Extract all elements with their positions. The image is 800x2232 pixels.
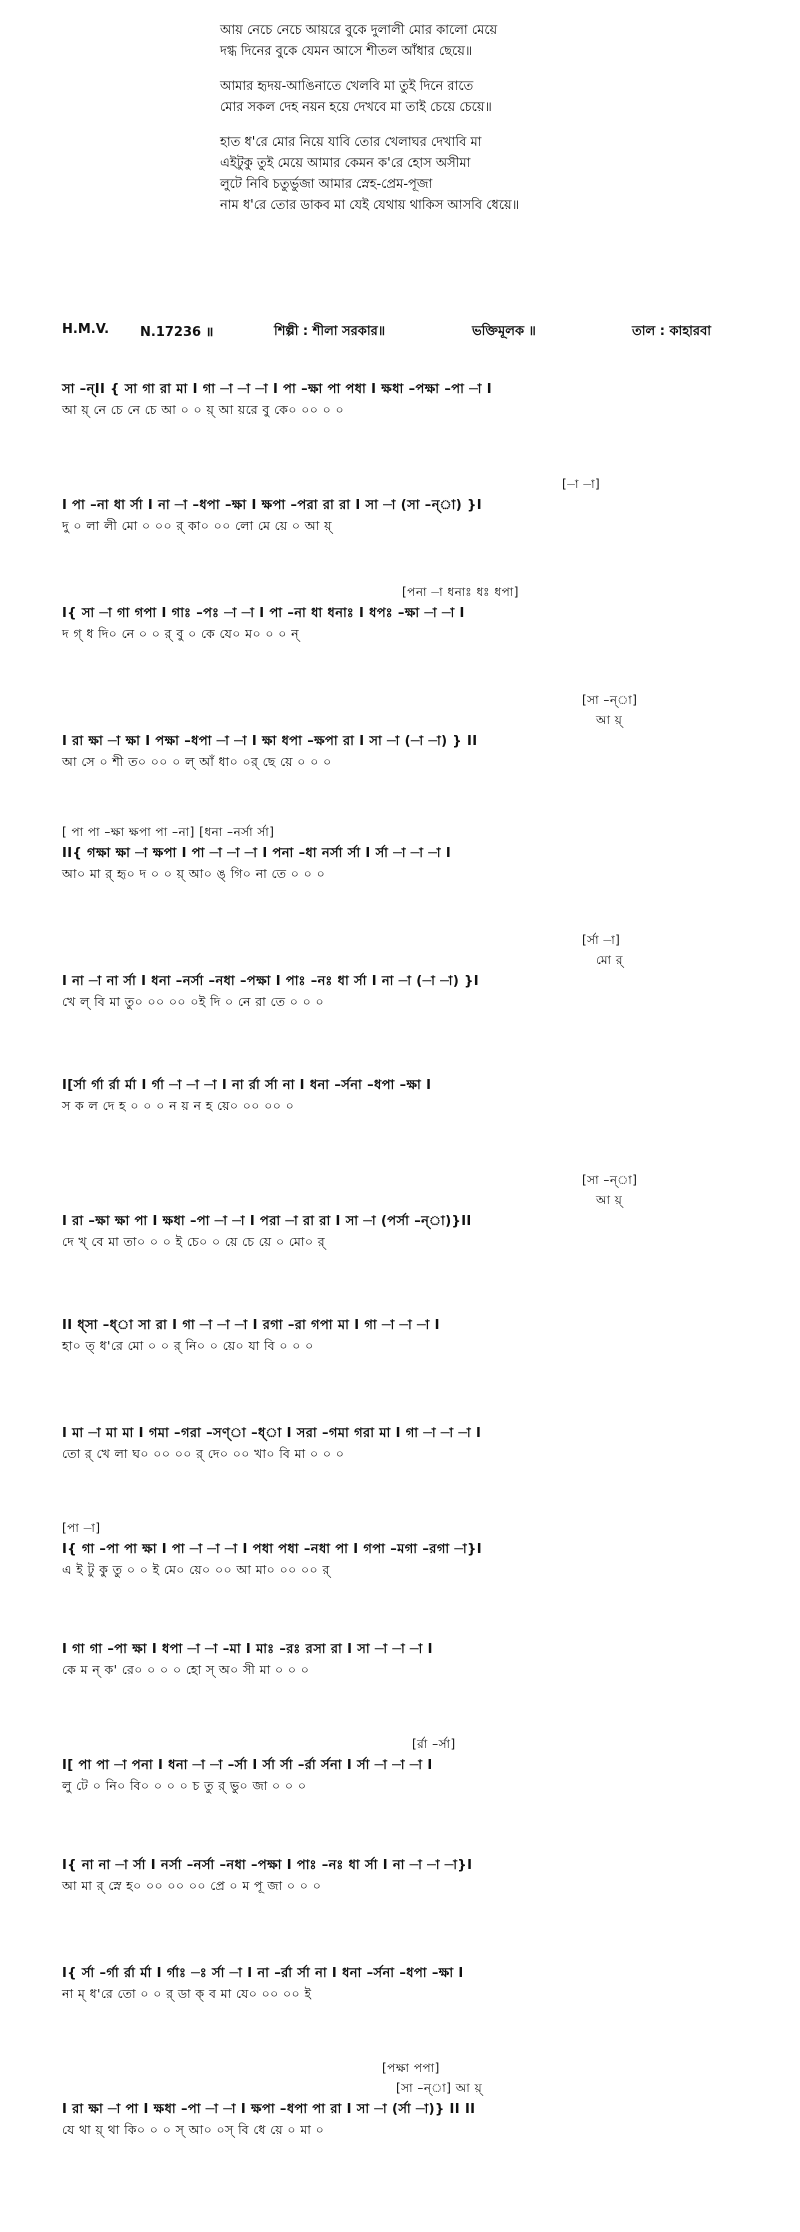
swara-row: I রা –ক্ষা ক্ষা পা I ক্ষধা –পা –া –া I পরা –া রা রা I সা –া (পর্সা –ন্‌া)}II <box>62 1214 472 1229</box>
notation-block <box>62 1304 762 1412</box>
notation-block <box>62 1628 762 1736</box>
record-number: N.17236 ॥ <box>140 325 214 340</box>
alternate-phrase: [সা –ন্‌া] <box>582 1173 638 1187</box>
notation-block <box>62 1412 762 1520</box>
lyric-row: আ সে ০ শী ত০ ০০ ০ ল্‌ আঁ ধা০ ০র্‌ ছে য়ে ০ ০ ০ <box>62 754 332 769</box>
lyrics-line: আমার হৃদয়-আঙিনাতে খেলবি মা তুই দিনে রাতে <box>220 79 474 94</box>
taal-label: তাল : কাহারবা <box>632 324 712 339</box>
lyrics-stanza-2 <box>220 76 740 118</box>
notation-block <box>62 824 762 932</box>
alternate-phrase: [পক্ষা পপা] <box>382 2061 440 2075</box>
lyric-row: লু টে ০ নি০ বি০ ০ ০ ০ চ তু র্‌ ভু০ জা ০ ০ ০ <box>62 1778 307 1793</box>
lyric-row: দু ০ লা লী মো ০ ০০ র্‌ কা০ ০০ লো মে য়ে ০ আ য়্‌ <box>62 518 332 533</box>
notation-block <box>62 476 762 584</box>
lyrics-stanza-3 <box>220 132 740 216</box>
lyric-row: দে খ্‌ বে মা তা০ ০ ০ ই চে০ ০ য়ে চে য়ে ০ মো০ র্‌ <box>62 1234 326 1249</box>
alternate-phrase: [সা –ন্‌া] <box>582 693 638 707</box>
notation-block <box>62 584 762 692</box>
swara-row: I রা ক্ষা –া ক্ষা I পক্ষা –ধপা –া –া I ক্ষা ধপা –ক্ষপা রা I সা –া (–া –া) } II <box>62 734 478 749</box>
swara-row: I[ পা পা –া পনা I ধনা –া –া –র্সা I র্সা র্সা –র্রা র্সনা I র্সা –া –া –া I <box>62 1758 433 1773</box>
lyrics-line: মোর সকল দেহ নয়ন হয়ে দেখবে মা তাই চেয়ে চেয়ে॥ <box>220 100 492 115</box>
swara-row: I পা –না ধা র্সা I না –া –ধপা –ক্ষা I ক্ষপা –পরা রা রা I সা –া (সা –ন্‌া) }I <box>62 498 482 513</box>
swara-row: I না –া না র্সা I ধনা –নর্সা –নধা –পক্ষা I পাঃ –নঃ ধা র্সা I না –া (–া –া) }I <box>62 974 479 989</box>
lyric-row: দ গ্‌ ধ দি০ নে ০ ০ র্‌ বু ০ কে যে০ ম০ ০ ০ ন্‌ <box>62 626 300 641</box>
notation-block <box>62 1064 762 1172</box>
lyric-row: আ য়্‌ নে চে নে চে আ ০ ০ য়্‌ আ য়রে বু কে০ ০০ ০ ০ <box>62 402 345 417</box>
alternate-lyric: আ য়্‌ <box>596 713 623 727</box>
swara-row: I{ সা –া গা গপা I গাঃ –পঃ –া –া I পা –না ধা ধনাঃ I ধপঃ –ক্ষা –া –া I <box>62 606 465 621</box>
lyric-row: স ক ল দে হ ০ ০ ০ ন য় ন হ য়ে০ ০০ ০০ ০ <box>62 1098 295 1113</box>
lyric-row: না ম্‌ ধ'রে তো ০ ০ র্‌ ডা ক্‌ ব মা যে০ ০০ ০০ ই <box>62 1986 312 2001</box>
record-header <box>62 322 762 344</box>
alternate-lyric: মো র্‌ <box>596 953 623 967</box>
alternate-phrase: [ পা পা –ক্ষা ক্ষপা পা –না] [ধনা –নর্সা র্সা] <box>62 825 275 839</box>
lyric-row: আ মা র্‌ স্নে হ০ ০০ ০০ ০০ প্রে ০ ম পূ জা ০ ০ ০ <box>62 1878 322 1893</box>
swaralipi-notation <box>62 368 762 2192</box>
lyric-row: যে থা য়্‌ থা কি০ ০ ০ স্‌ আ০ ০স্‌ বি ধে য়ে ০ মা ০ <box>62 2122 325 2137</box>
label-name: H.M.V. <box>62 322 110 337</box>
alternate-phrase: [–া –া] <box>562 477 601 491</box>
notation-block <box>62 1952 762 2060</box>
swara-row: I[র্সা র্গা র্রা র্মা I র্গা –া –া –া I না র্রা র্সা না I ধনা –র্সনা –ধপা –ক্ষা I <box>62 1078 432 1093</box>
lyric-row: কে ম ন্‌ ক' রে০ ০ ০ ০ হো স্‌ অ০ সী মা ০ ০ ০ <box>62 1662 310 1677</box>
lyrics-line: লুটে নিবি চতুর্ভুজা আমার স্নেহ-প্রেম-পূজা <box>220 177 433 192</box>
lyric-row: খে ল্‌ বি মা তু০ ০০ ০০ ০ই দি ০ নে রা তে ০ ০ ০ <box>62 994 325 1009</box>
notation-block <box>62 1736 762 1844</box>
notation-block <box>62 1844 762 1952</box>
lyric-row: হা০ ত্‌ ধ'রে মো ০ ০ র্‌ নি০ ০ য়ে০ যা বি ০ ০ ০ <box>62 1338 314 1353</box>
song-lyrics <box>220 20 740 230</box>
swara-row: I{ র্সা –র্গা র্রা র্মা I র্গাঃ –ঃ র্সা –া I না –র্রা র্সা না I ধনা –র্সনা –ধপা –ক্ষা I <box>62 1966 464 1981</box>
alternate-lyric: আ য়্‌ <box>596 1193 623 1207</box>
lyric-row: এ ই টু কু তু ০ ০ ই মে০ য়ে০ ০০ আ মা০ ০০ ০০ র্‌ <box>62 1562 330 1577</box>
lyrics-line: হাত ধ'রে মোর নিয়ে যাবি তোর খেলাঘর দেখাবি মা <box>220 135 482 150</box>
notation-block <box>62 368 762 476</box>
lyrics-line: এইটুকু তুই মেয়ে আমার কেমন ক'রে হোস অসীমা <box>220 156 471 171</box>
alternate-phrase: [পা –া] <box>62 1521 101 1535</box>
alternate-phrase: [র্সা –া] <box>582 933 621 947</box>
notation-block <box>62 932 762 1064</box>
notation-block <box>62 2060 762 2192</box>
lyrics-line: দগ্ধ দিনের বুকে যেমন আসে শীতল আঁধার ছেয়ে॥ <box>220 44 473 59</box>
artist-name: শিল্পী : শীলা সরকার॥ <box>274 324 386 339</box>
alternate-lyric: [সা –ন্‌া] আ য়্‌ <box>396 2081 483 2095</box>
alternate-phrase: [পনা –া ধনাঃ ধঃ ধপা] <box>402 585 519 599</box>
lyric-row: তো র্‌ খে লা ঘ০ ০০ ০০ র্‌ দে০ ০০ খা০ বি মা ০ ০ ০ <box>62 1446 345 1461</box>
lyric-row: আ০ মা র্‌ হৃ০ দ ০ ০ য়্‌ আ০ ঙ্‌ গি০ না তে ০ ০ ০ <box>62 866 326 881</box>
swara-row: I গা গা –পা ক্ষা I ধপা –া –া –মা I মাঃ –রঃ রসা রা I সা –া –া –া I <box>62 1642 433 1657</box>
notation-block <box>62 1520 762 1628</box>
alternate-phrase: [র্রা –র্সা] <box>412 1737 456 1751</box>
notation-block <box>62 692 762 824</box>
swara-row: I{ গা –পা পা ক্ষা I পা –া –া –া I পধা পধা –নধা পা I গপা –মগা –রগা –া}I <box>62 1542 482 1557</box>
swara-row: I{ না না –া র্সা I নর্সা –নর্সা –নধা –পক্ষা I পাঃ –নঃ ধা র্সা I না –া –া –া}I <box>62 1858 473 1873</box>
genre-label: ভক্তিমূলক ॥ <box>472 324 536 339</box>
swara-row: II ধ্‌সা –ধ্‌া সা রা I গা –া –া –া I রগা –রা গপা মা I গা –া –া –া I <box>62 1318 440 1333</box>
lyrics-line: আয় নেচে নেচে আয়রে বুকে দুলালী মোর কালো মেয়ে <box>220 23 498 38</box>
lyrics-stanza-1 <box>220 20 740 62</box>
lyrics-line: নাম ধ'রে তোর ডাকব মা যেই যেথায় থাকিস আসবি ধেয়ে॥ <box>220 198 520 213</box>
swara-row: I মা –া মা মা I গমা –গরা –সণ্‌া –ধ্‌া I সরা –গমা গরা মা I গা –া –া –া I <box>62 1426 482 1441</box>
swara-row: সা –ন্‌II { সা গা রা মা I গা –া –া –া I পা –ক্ষা পা পধা I ক্ষধা –পক্ষা –পা –া I <box>62 382 492 397</box>
swara-row: I রা ক্ষা –া পা I ক্ষধা –পা –া –া I ক্ষপা –ধপা পা রা I সা –া (র্সা –া)} II II <box>62 2102 476 2117</box>
swara-row: II{ গক্ষা ক্ষা –া ক্ষপা I পা –া –া –া I পনা –ধা নর্সা র্সা I র্সা –া –া –া I <box>62 846 452 861</box>
notation-block <box>62 1172 762 1304</box>
